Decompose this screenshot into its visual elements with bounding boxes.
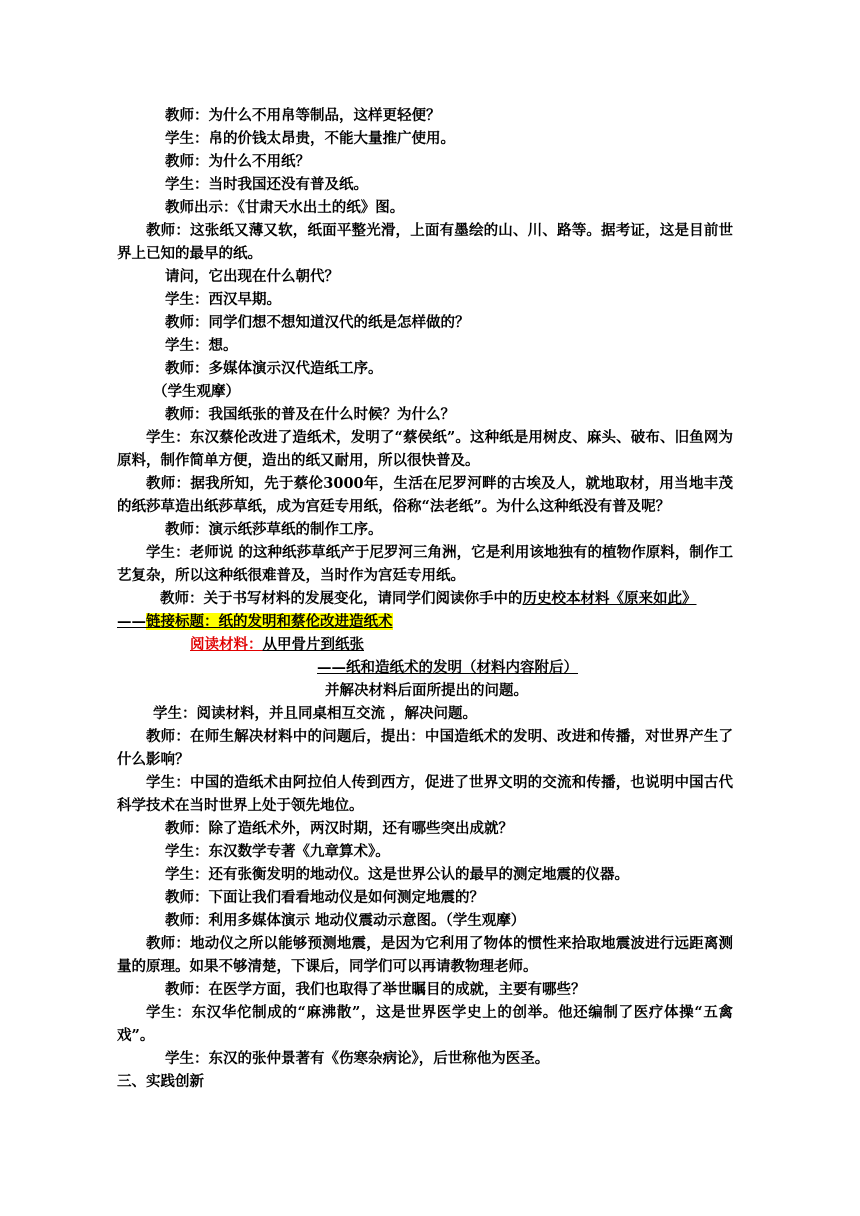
document-body <box>117 104 733 1093</box>
paragraph: 教师：下面让我们看看地动仪是如何测定地震的？ <box>165 889 484 906</box>
paragraph: 教师：这张纸又薄又软，纸面平整光滑，上面有墨绘的山、川、路等。据考证，这是目前世界上已知的最早的纸。 <box>117 222 733 262</box>
paragraph: 教师：同学们想不想知道汉代的纸是怎样做的？ <box>165 314 470 331</box>
paragraph: 学生：当时我国还没有普及纸。 <box>165 176 368 193</box>
paragraph: 学生：东汉的张仲景著有《伤寒杂病论》，后世称他为医圣。 <box>165 1050 550 1067</box>
reading-material-label: 阅读材料： <box>190 636 263 653</box>
link-dash: —— <box>117 613 146 630</box>
reading-material-subtitle: ——纸和造纸术的发明（材料内容附后） <box>317 659 578 676</box>
reading-material-subtitle-line <box>117 656 733 679</box>
reading-prompt <box>117 587 733 610</box>
paragraph: 教师：多媒体演示汉代造纸工序。 <box>165 360 383 377</box>
paragraph: 学生：东汉华佗制成的“麻沸散”，这是世界医学史上的创举。他还编制了医疗体操“五禽戏”。 <box>117 1004 733 1044</box>
paragraph: （学生观摩） <box>153 383 240 400</box>
paragraph: 学生：阅读材料，并且同桌相互交流 ，解决问题。 <box>153 705 478 722</box>
link-title-line <box>117 610 733 633</box>
reading-prompt-text: 教师：关于书写材料的发展变化，请同学们阅读你手中的 <box>160 590 523 607</box>
paragraph: 教师：为什么不用帛等制品，这样更轻便？ <box>165 107 441 124</box>
paragraph: 教师：演示纸莎草纸的制作工序。 <box>165 521 383 538</box>
paragraph: 学生：东汉数学专著《九章算术》。 <box>165 843 390 860</box>
link-title[interactable]: 链接标题：纸的发明和蔡伦改进造纸术 <box>146 613 393 630</box>
section-heading: 三、实践创新 <box>117 1073 204 1090</box>
paragraph: 教师：地动仪之所以能够预测地震，是因为它利用了物体的惯性来拾取地震波进行远距离测量的原理。如果不够清楚，下课后，同学们可以再请教物理老师。 <box>117 935 733 975</box>
paragraph: 教师出示：《甘肃天水出土的纸》图。 <box>165 199 405 216</box>
paragraph: 学生：中国的造纸术由阿拉伯人传到西方，促进了世界文明的交流和传播，也说明中国古代科学技术在当时世界上处于领先地位。 <box>117 774 733 814</box>
paragraph: 学生：想。 <box>165 337 238 354</box>
school-material-link[interactable]: 历史校本材料《原来如此》 <box>522 590 697 607</box>
reading-material-heading <box>117 633 733 656</box>
paragraph: 教师：利用多媒体演示 地动仪震动示意图。（学生观摩） <box>165 912 526 929</box>
paragraph: 学生：老师说 的这种纸莎草纸产于尼罗河三角洲，它是利用该地独有的植物作原料，制作工艺复杂，所以这种纸很难普及，当时作为宫廷专用纸。 <box>117 544 733 584</box>
paragraph: 学生：还有张衡发明的地动仪。这是世界公认的最早的测定地震的仪器。 <box>165 866 629 883</box>
reading-material-task: 并解决材料后面所提出的问题。 <box>325 682 528 699</box>
paragraph: 教师：我国纸张的普及在什么时候？为什么？ <box>165 406 455 423</box>
reading-material-title: 从甲骨片到纸张 <box>262 636 364 653</box>
paragraph: 学生：西汉早期。 <box>165 291 281 308</box>
paragraph: 学生：帛的价钱太昂贵，不能大量推广使用。 <box>165 130 455 147</box>
paragraph: 教师：据我所知，先于蔡伦3000年，生活在尼罗河畔的古埃及人，就地取材，用当地丰茂的纸莎草造出纸莎草纸，成为宫廷专用纸，俗称“法老纸”。为什么这种纸没有普及呢？ <box>117 475 733 515</box>
paragraph: 教师：除了造纸术外，两汉时期，还有哪些突出成就？ <box>165 820 513 837</box>
paragraph: 请问，它出现在什么朝代？ <box>165 268 339 285</box>
paragraph: 学生：东汉蔡伦改进了造纸术，发明了“蔡侯纸”。这种纸是用树皮、麻头、破布、旧鱼网为原料，制作简单方便，造出的纸又耐用，所以很快普及。 <box>117 429 733 469</box>
paragraph: 教师：在医学方面，我们也取得了举世瞩目的成就，主要有哪些？ <box>165 981 586 998</box>
paragraph: 教师：在师生解决材料中的问题后，提出：中国造纸术的发明、改进和传播，对世界产生了什么影响？ <box>117 728 733 768</box>
paragraph: 教师：为什么不用纸？ <box>165 153 310 170</box>
